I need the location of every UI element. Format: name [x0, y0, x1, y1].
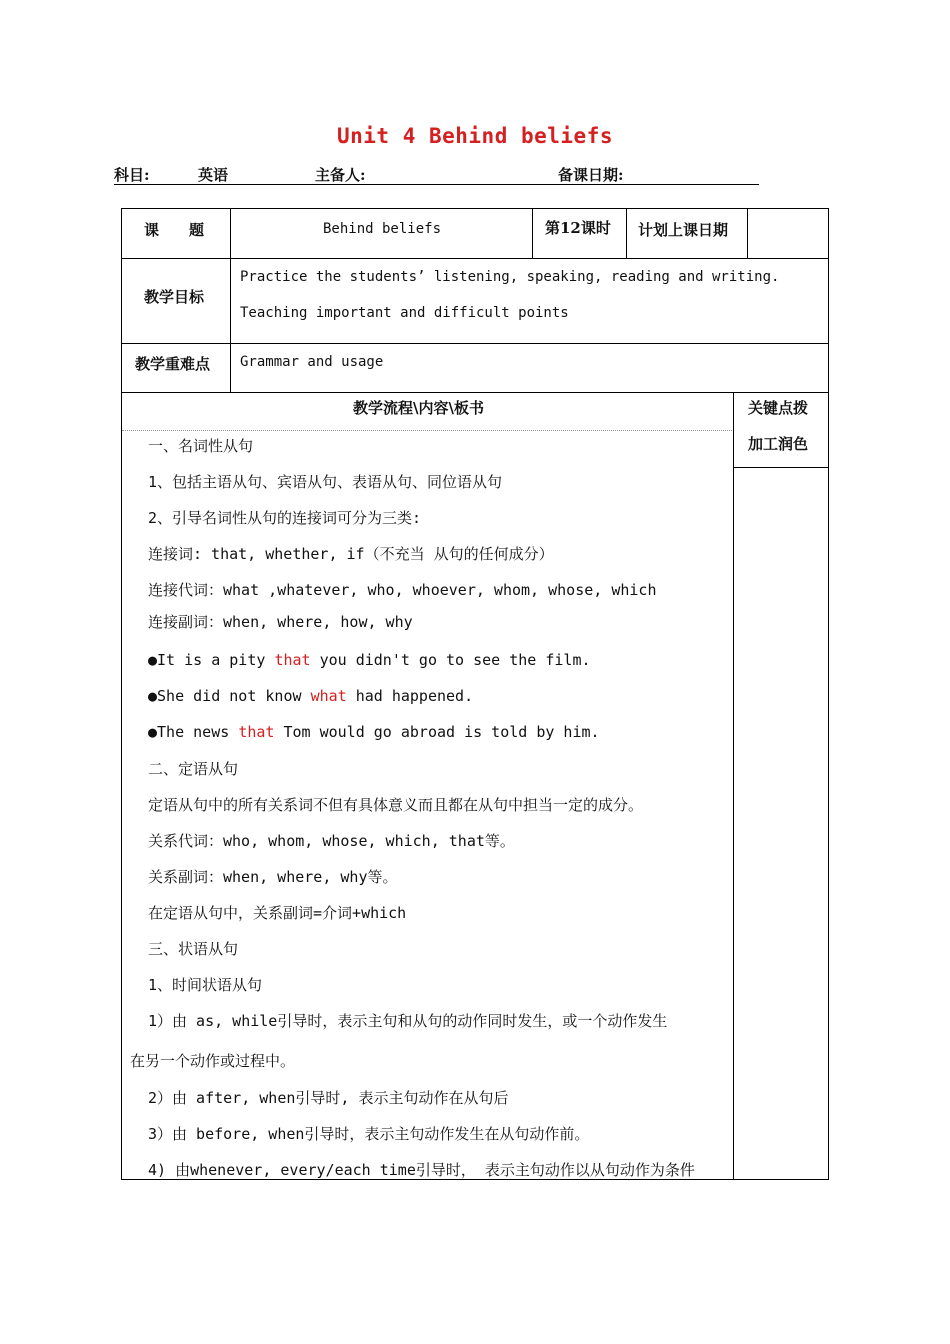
content-line: 1、时间状语从句 [148, 976, 263, 994]
objectives-label: 教学目标 [144, 288, 205, 306]
side-header-1: 关键点拨 [748, 399, 809, 417]
content-line: 关系副词：when, where, why等。 [148, 868, 398, 886]
document-title: Unit 4 Behind beliefs [336, 124, 613, 148]
content-line: 连接代词：what ,whatever, who, whoever, whom, whose, which [148, 581, 657, 599]
subject-value: 英语 [198, 166, 229, 184]
content-line: 连接副词：when, where, how, why [148, 613, 413, 631]
subject-label: 科目: [114, 166, 150, 184]
highlight-word: that [274, 651, 311, 669]
lesson-number: 第12课时 [545, 219, 611, 237]
preparer-label: 主备人: [315, 166, 366, 184]
content-line: 在定语从句中，关系副词=介词+which [148, 904, 407, 922]
content-line: 4) 由whenever, every/each time引导时， 表示主句动作以从句动作为条件 [148, 1161, 695, 1179]
content-line: 连接词: that, whether, if（不充当 从句的任何成分） [148, 545, 554, 563]
highlight-word: what [310, 687, 347, 705]
planned-date-label: 计划上课日期 [638, 221, 729, 239]
content-line: 3）由 before, when引导时，表示主句动作发生在从句动作前。 [148, 1125, 590, 1143]
content-line: 在另一个动作或过程中。 [130, 1052, 296, 1070]
process-header: 教学流程\内容\板书 [353, 399, 484, 417]
content-line: 二、定语从句 [148, 760, 239, 778]
content-line: 一、名词性从句 [148, 437, 254, 455]
content-line: 2）由 after, when引导时, 表示主句动作在从句后 [148, 1089, 509, 1107]
topic-label: 课 题 [144, 221, 205, 239]
objectives-line-2: Teaching important and difficult points [240, 305, 569, 321]
header-meta [114, 164, 759, 185]
keypoints-value: Grammar and usage [240, 354, 384, 370]
content-line: 三、状语从句 [148, 940, 239, 958]
content-line: 定语从句中的所有关系词不但有具体意义而且都在从句中担当一定的成分。 [148, 796, 644, 814]
content-line: 1、包括主语从句、宾语从句、表语从句、同位语从句 [148, 473, 503, 491]
content-line: 2、引导名词性从句的连接词可分为三类: [148, 509, 422, 527]
date-label: 备课日期: [558, 166, 624, 184]
keypoints-label: 教学重难点 [135, 355, 211, 373]
side-header-2: 加工润色 [748, 435, 809, 453]
topic-value: Behind beliefs [323, 221, 442, 237]
content-line: 1）由 as, while引导时，表示主句和从句的动作同时发生，或一个动作发生 [148, 1012, 668, 1030]
highlight-word: that [238, 723, 275, 741]
example-sentence: ●It is a pity that you didn't go to see the film. [148, 651, 591, 669]
example-sentence: ●She did not know what had happened. [148, 687, 474, 705]
example-sentence: ●The news that Tom would go abroad is told by him. [148, 723, 600, 741]
objectives-line-1: Practice the students’ listening, speaking, reading and writing. [240, 269, 780, 285]
content-line: 关系代词：who, whom, whose, which, that等。 [148, 832, 515, 850]
